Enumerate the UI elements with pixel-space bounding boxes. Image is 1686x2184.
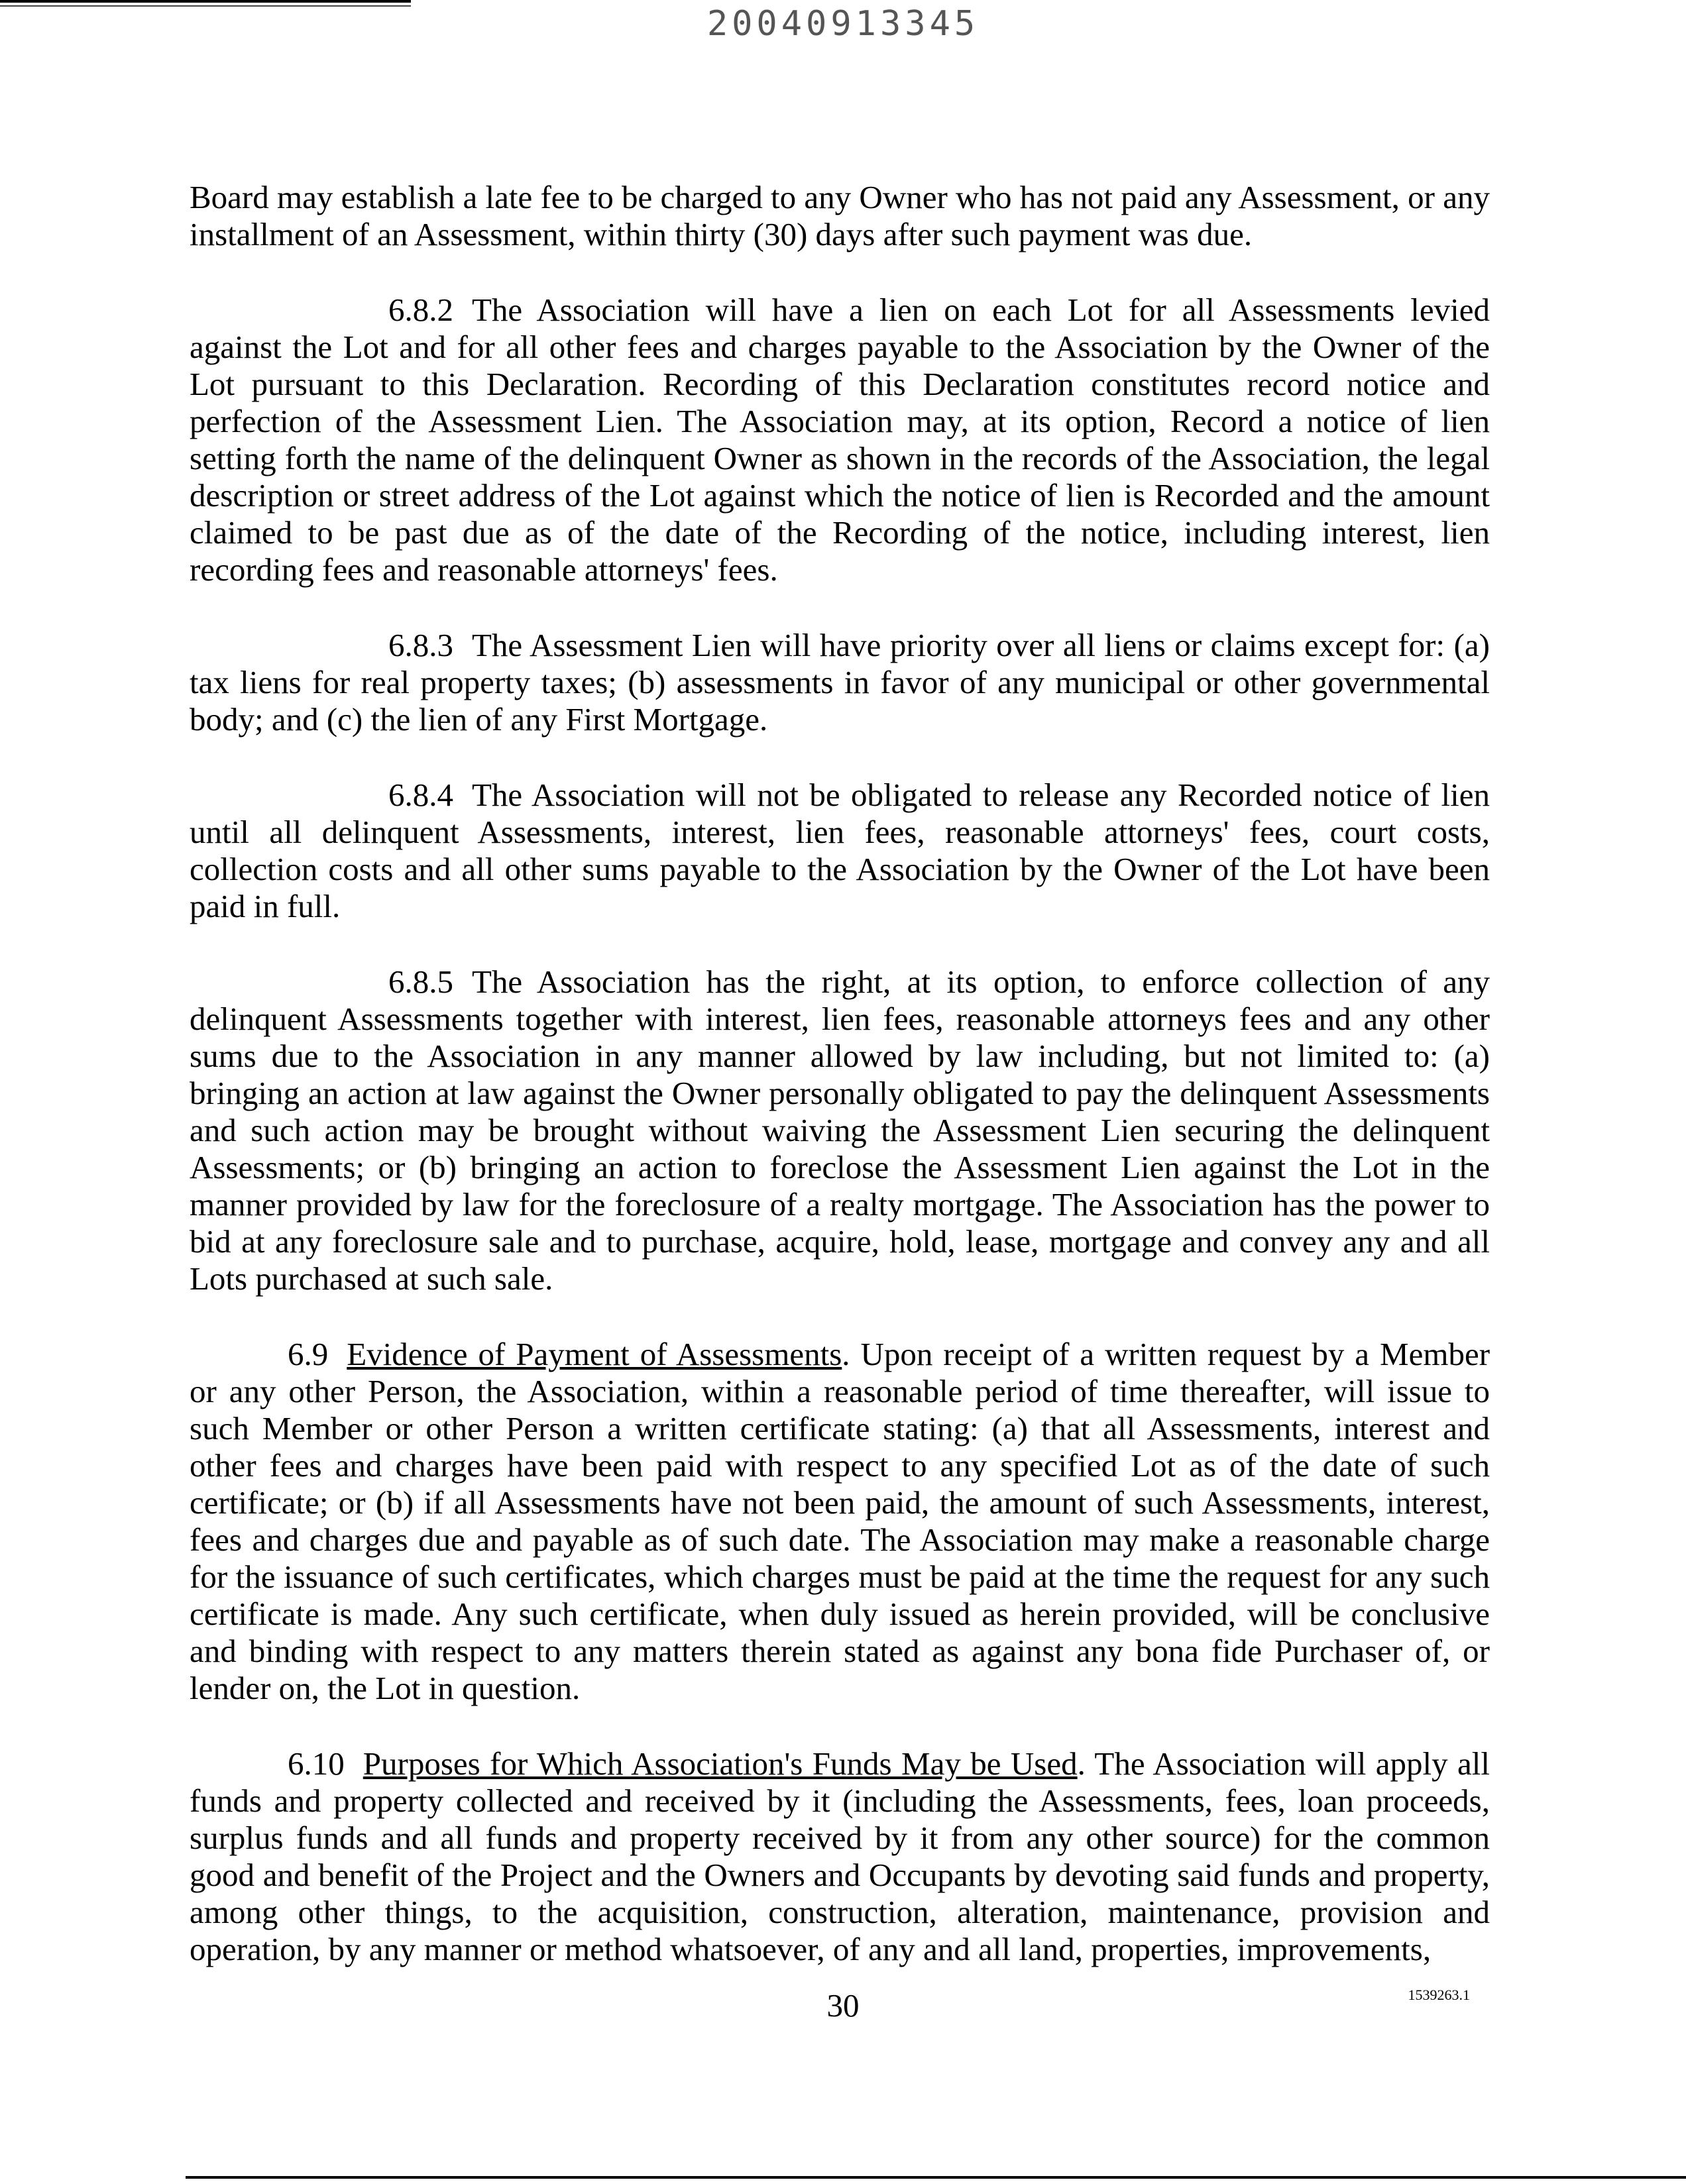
section-6-8-4 [190, 777, 1490, 925]
section-text: The Association has the right, at its option, to enforce collection of any delinquent Assessments together with interest, lien fees, reasonable attorneys fees and any other sums due to the Association in any manner allowed by law including, but not limited to: (a) bringing an action at law against the Owner personally obligated to pay the delinquent Assessments and such action may be brought without waiving the Assessment Lien securing the delinquent Assessments; or (b) bringing an action to foreclose the Assessment Lien against the Lot in the manner provided by law for the foreclosure of a realty mortgage. The Association has the power to bid at any foreclosure sale and to purchase, acquire, hold, lease, mortgage and convey any and all Lots purchased at such sale. [190, 963, 1490, 1297]
section-number: 6.10 [288, 1745, 345, 1782]
section-text: The Assessment Lien will have priority over all liens or claims except for: (a) tax liens for real property taxes; (b) assessments in favor of any municipal or other governmental body; and (c) the lien of any First Mortgage. [190, 627, 1490, 737]
section-6-8-3 [190, 627, 1490, 738]
page-number: 30 [826, 1987, 860, 2024]
section-text: The Association will have a lien on each Lot for all Assessments levied against the Lot and for all other fees and charges payable to the Association by the Owner of the Lot pursuant to this Declaration. Recording of this Declaration constitutes record notice and perfection of the Assessment Lien. The Association may, at its option, Record a notice of lien setting forth the name of the delinquent Owner as shown in the records of the Association, the legal description or street address of the Lot against which the notice of lien is Recorded and the amount claimed to be past due as of the date of the Recording of the notice, including interest, lien recording fees and reasonable attorneys' fees. [190, 292, 1490, 588]
recording-number: 20040913345 [706, 4, 980, 44]
section-number: 6.9 [288, 1336, 329, 1372]
section-6-10 [190, 1745, 1490, 1968]
section-number: 6.8.4 [388, 777, 453, 813]
top-scan-rule [0, 0, 411, 3]
section-6-8-2 [190, 292, 1490, 588]
section-heading: Purposes for Which Association's Funds May be Used [363, 1745, 1078, 1782]
document-code: 1539263.1 [1408, 1987, 1470, 2003]
paragraph-text: Board may establish a late fee to be charged to any Owner who has not paid any Assessment, or any installment of an Assessment, within thirty (30) days after such payment was due. [190, 179, 1490, 252]
section-6-8-5 [190, 963, 1490, 1297]
section-text: . Upon receipt of a written request by a Member or any other Person, the Association, within a reasonable period of time thereafter, will issue to such Member or other Person a written certificate stating: (a) that all Assessments, interest and other fees and charges have been paid with respect to any specified Lot as of the date of such certificate; or (b) if all Assessments have not been paid, the amount of such Assessments, interest, fees and charges due and payable as of such date. The Association may make a reasonable charge for the issuance of such certificates, which charges must be paid at the time the request for any such certificate is made. Any such certificate, when duly issued as herein provided, will be conclusive and binding with respect to any matters therein stated as against any bona fide Purchaser of, or lender on, the Lot in question. [190, 1336, 1490, 1706]
paragraph-continuation [190, 179, 1490, 253]
section-number: 6.8.3 [388, 627, 453, 663]
section-heading: Evidence of Payment of Assessments [347, 1336, 842, 1372]
document-body [190, 179, 1490, 1968]
section-number: 6.8.2 [388, 292, 453, 328]
bottom-scan-rule [186, 2176, 1686, 2179]
section-number: 6.8.5 [388, 963, 453, 1000]
section-text: . The Association will apply all funds and property collected and received by it (including the Assessments, fees, loan proceeds, surplus funds and all funds and property received by it from any other source) for the common good and benefit of the Project and the Owners and Occupants by devoting said funds and property, among other things, to the acquisition, construction, alteration, maintenance, provision and operation, by any manner or method whatsoever, of any and all land, properties, improvements, [190, 1745, 1490, 1967]
section-6-9 [190, 1336, 1490, 1707]
section-text: The Association will not be obligated to release any Recorded notice of lien until all delinquent Assessments, interest, lien fees, reasonable attorneys' fees, court costs, collection costs and all other sums payable to the Association by the Owner of the Lot have been paid in full. [190, 777, 1490, 924]
